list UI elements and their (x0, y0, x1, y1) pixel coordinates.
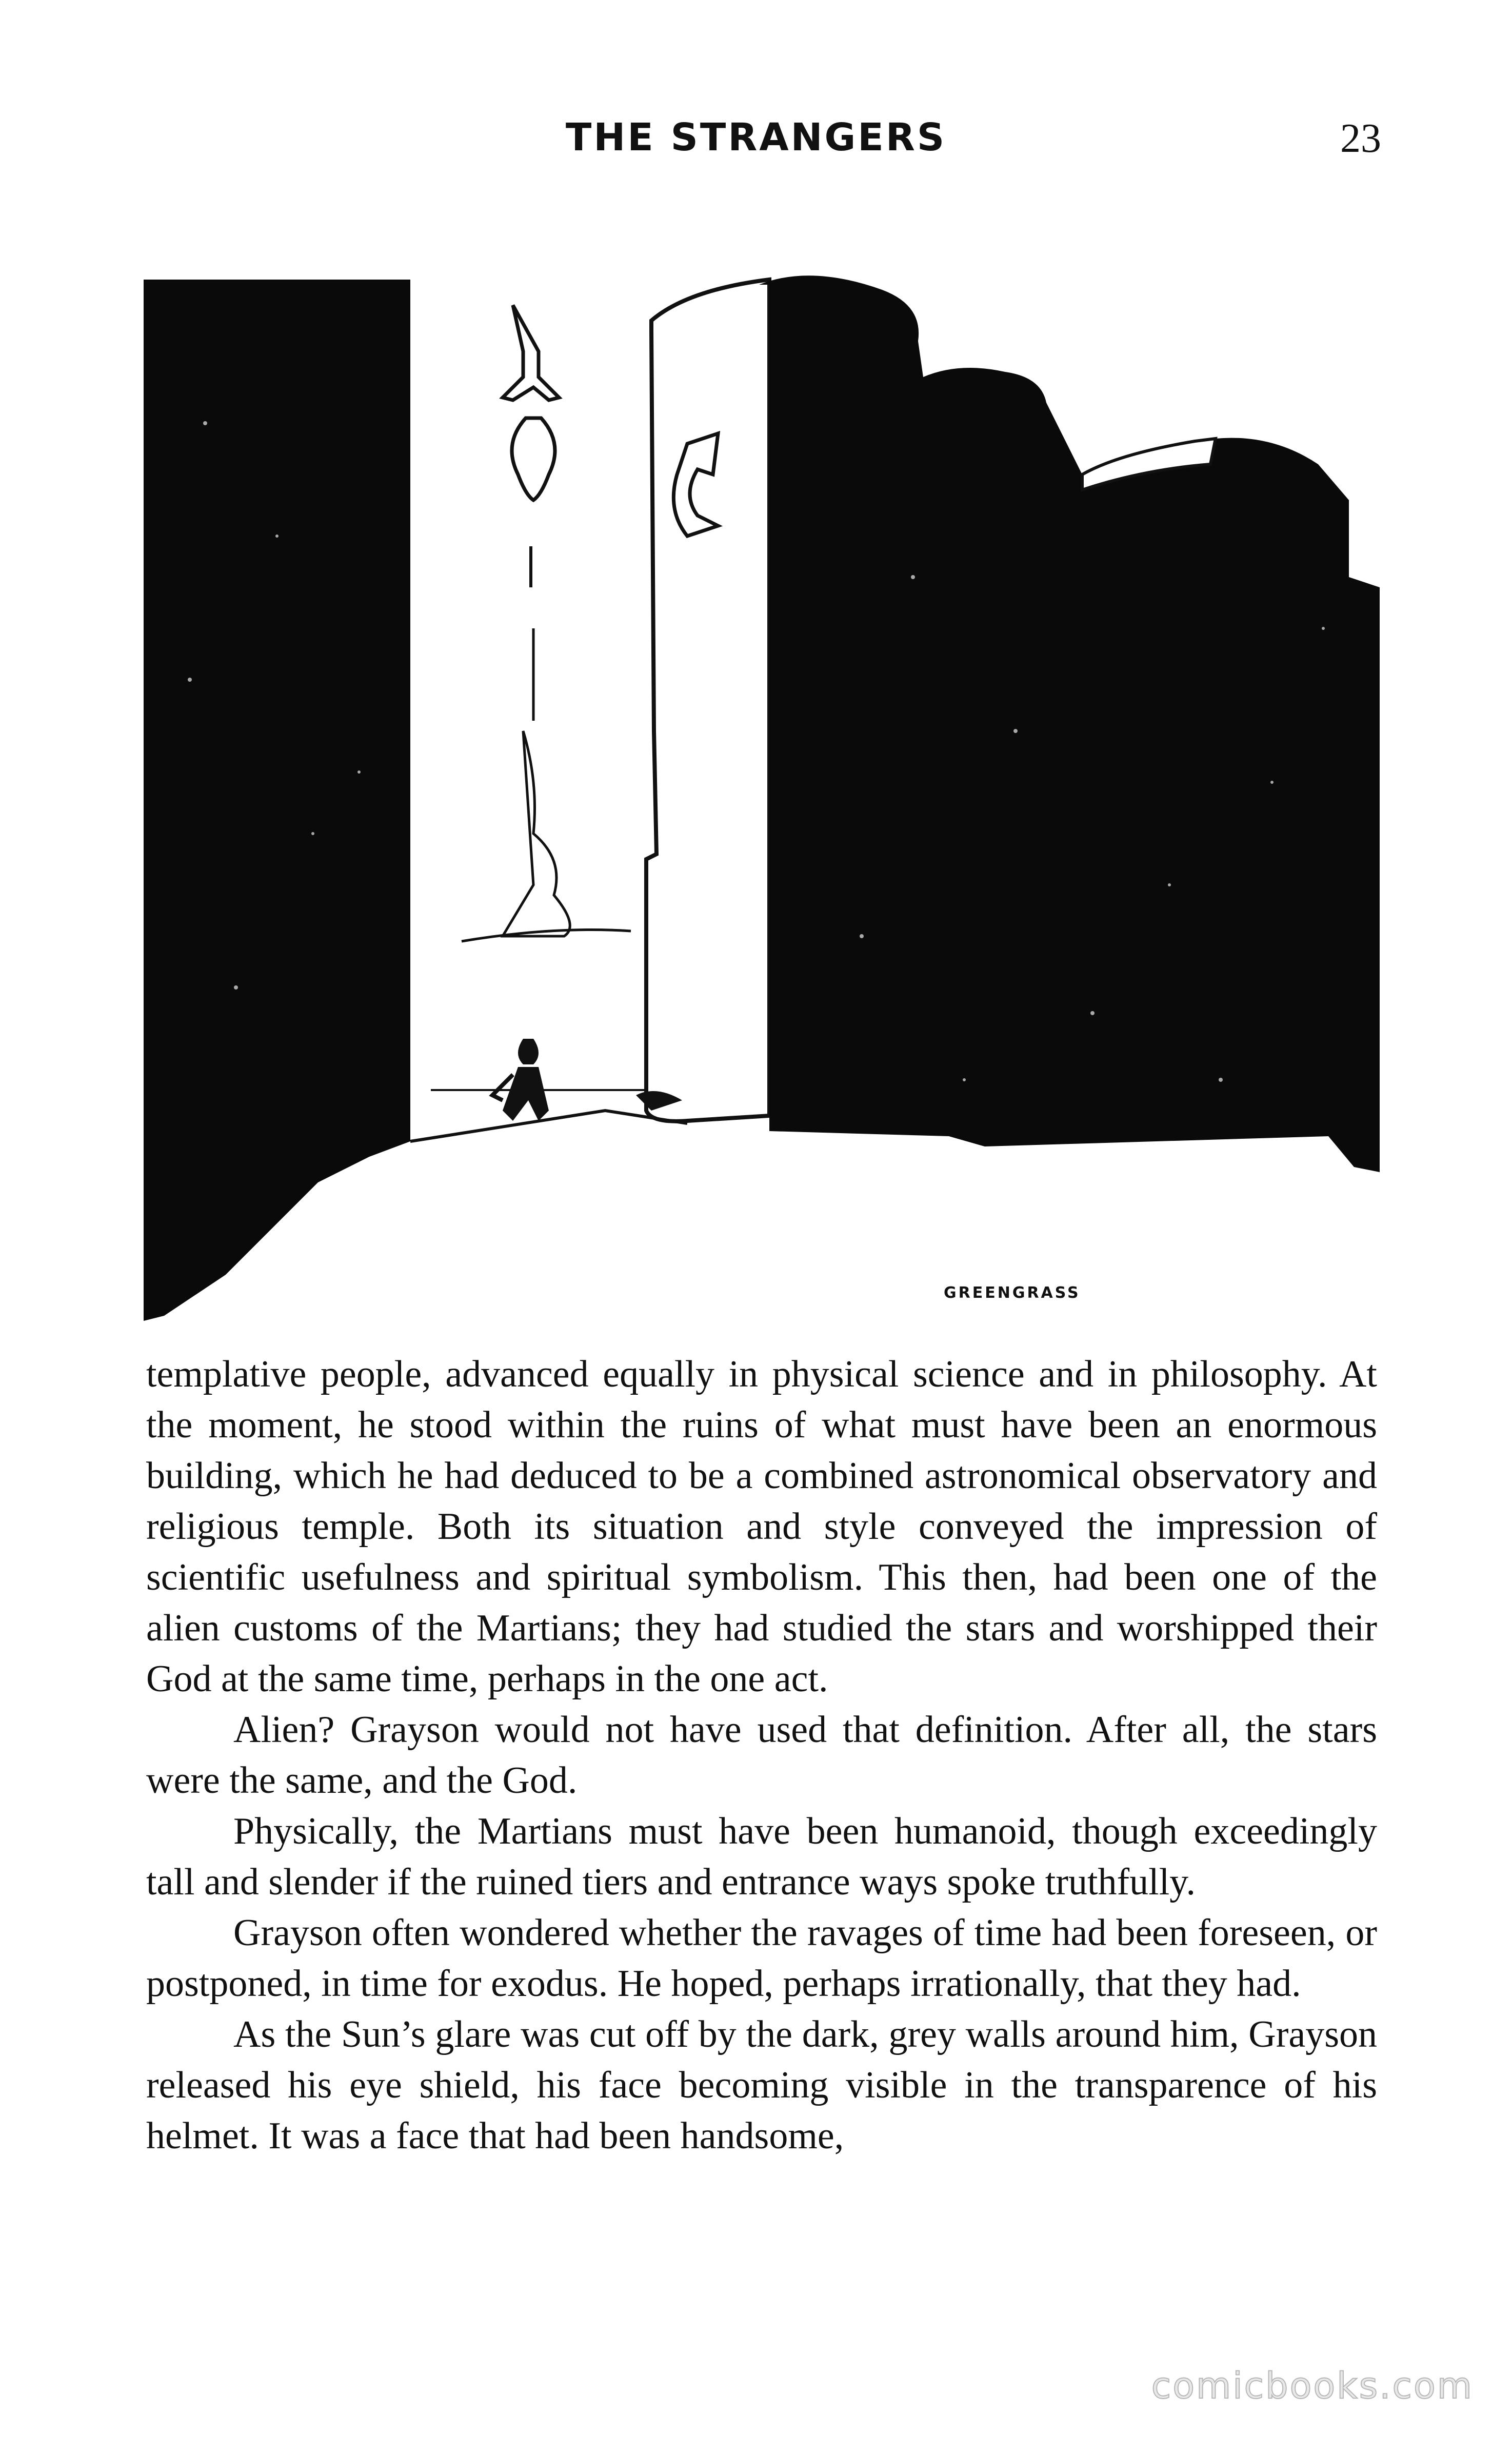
running-title: THE STRANGERS (565, 115, 947, 160)
paragraph-4: Grayson often wondered whether the ravages of time had been foreseen, or postponed, in time for exodus. He hoped, perhaps irrationally, that they had. (146, 1912, 1377, 2005)
paragraph-5: As the Sun’s glare was cut off by the dark, grey walls around him, Grayson released his eye shield, his face becoming visible in the transparence of his helmet. It was a face that had been handsome, (146, 2013, 1377, 2157)
ruins-illustration (144, 269, 1380, 1321)
paragraph-3: Physically, the Martians must have been humanoid, though exceedingly tall and slender if the ruined tiers and entrance ways spoke truthfully. (146, 1810, 1377, 1903)
paragraph-1: templative people, advanced equally in physical science and in philosophy. At the moment, he stood within the ruins of what must have been an enormous building, which he had deduced to be a combined astronomical observatory and religious temple. Both its situation and style conveyed the impression of scientific usefulness and spiritual symbolism. This then, had been one of the alien customs of the Martians; they had studied the stars and worshipped their God at the same time, perhaps in the one act. (146, 1353, 1377, 1700)
body-text (146, 1349, 1377, 2162)
illustration-signature: GREENGRASS (944, 1284, 1081, 1302)
paragraph-2: Alien? Grayson would not have used that definition. After all, the stars were the same, and the God. (146, 1709, 1377, 1802)
page-header (0, 115, 1512, 172)
watermark: comicbooks.com (1151, 2365, 1474, 2407)
page-number: 23 (1340, 116, 1381, 161)
